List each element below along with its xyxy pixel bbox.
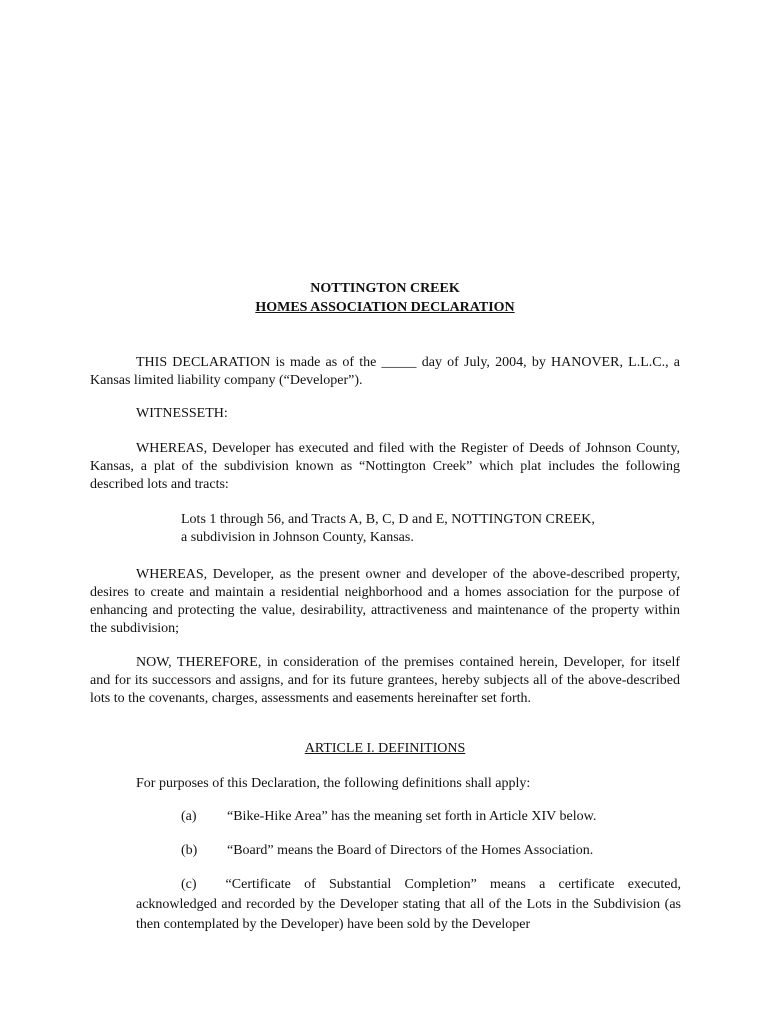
document-title-line2: HOMES ASSOCIATION DECLARATION — [255, 300, 515, 315]
witnesseth-heading: WITNESSETH: — [136, 406, 228, 421]
definition-item — [136, 875, 681, 935]
intro-paragraph: THIS DECLARATION is made as of the _____ day of July, 2004, by HANOVER, L.L.C., a Kansas limited liability company (“Developer”). — [90, 355, 680, 388]
definitions-lead: For purposes of this Declaration, the following definitions shall apply: — [136, 776, 531, 791]
definition-item — [181, 842, 593, 860]
definition-item — [181, 808, 596, 826]
definition-text: “Bike-Hike Area” has the meaning set forth in Article XIV below. — [227, 809, 597, 824]
article-heading: ARTICLE I. DEFINITIONS — [304, 741, 466, 756]
definition-text: “Certificate of Substantial Completion” means a certificate executed, acknowledged and recorded by the Developer stating that all of the Lots in the Subdivision (as then contemplated by the Developer) have been sold by the Developer — [136, 877, 681, 932]
therefore-paragraph: NOW, THEREFORE, in consideration of the premises contained herein, Developer, for itself and for its successors and assigns, and for its future grantees, hereby subjects all of the above-described lots to the covenants, charges, assessments and easements hereinafter set forth. — [90, 655, 680, 706]
definition-marker: (a) — [181, 809, 197, 824]
definition-text: “Board” means the Board of Directors of the Homes Association. — [227, 843, 594, 858]
whereas-paragraph-2: WHEREAS, Developer, as the present owner and developer of the above-described property, desires to create and maintain a residential neighborhood and a homes association for the purpose of enhancing and protecting the value, desirability, attractiveness and maintenance of the property within the subdivision; — [90, 567, 680, 636]
document-title-line1: NOTTINGTON CREEK — [310, 281, 460, 296]
definition-marker: (b) — [181, 843, 198, 858]
lots-description: Lots 1 through 56, and Tracts A, B, C, D and E, NOTTINGTON CREEK, a subdivision in Johnson County, Kansas. — [181, 512, 595, 545]
whereas-paragraph-1: WHEREAS, Developer has executed and filed with the Register of Deeds of Johnson County, Kansas, a plat of the subdivision known as “Nottington Creek” which plat includes the following described lots and tracts: — [90, 441, 680, 492]
definition-marker: (c) — [181, 877, 197, 892]
